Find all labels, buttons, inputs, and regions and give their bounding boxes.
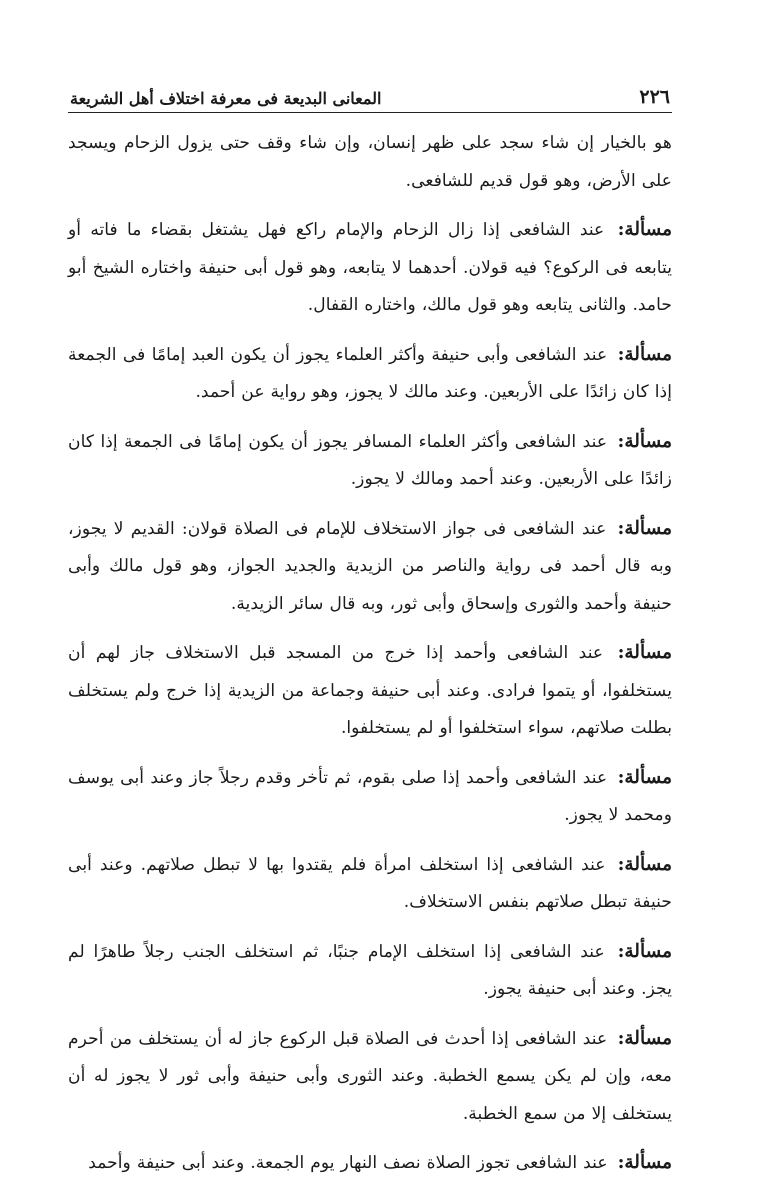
masala-heading: مسألة: — [617, 766, 672, 788]
masala-heading: مسألة: — [617, 430, 672, 452]
masala-paragraph — [68, 423, 672, 499]
masala-paragraph — [68, 846, 672, 922]
masala-text: عند الشافعى إذا أحدث فى الصلاة قبل الركوع جاز له أن يستخلف من أحرم معه، وإن لم يكن يسمع الخطبة. وعند الثورى وأبى حنيفة وأبى ثور لا يجوز له أن يستخلف إلا من سمع الخطبة. — [68, 1028, 672, 1124]
masala-text: عند الشافعى فى جواز الاستخلاف للإمام فى الصلاة قولان: القديم لا يجوز، وبه قال أحمد فى رواية والناصر من الزيدية والجديد الجواز، وهو قول مالك وأبى حنيفة وأحمد والثورى وإسحاق وأبى ثور، وبه قال سائر الزيدية. — [68, 518, 672, 614]
masala-paragraph — [68, 211, 672, 325]
masala-text: عند الشافعى وأحمد إذا صلى بقوم، ثم تأخر وقدم رجلاً جاز وعند أبى يوسف ومحمد لا يجوز. — [68, 767, 672, 825]
masala-heading: مسألة: — [617, 642, 672, 663]
book-title: المعانى البديعة فى معرفة اختلاف أهل الشريعة — [70, 89, 382, 108]
intro-text: هو بالخيار إن شاء سجد على ظهر إنسان، وإن شاء وقف حتى يزول الزحام ويسجد على الأرض، وهو قول قديم للشافعى. — [68, 133, 672, 191]
masala-heading: مسألة: — [617, 853, 673, 875]
masala-text: عند الشافعى وأبى حنيفة وأكثر العلماء يجوز أن يكون العبد إمامًا فى الجمعة إذا كان زائدًا على الأربعين. وعند مالك لا يجوز، وهو رواية عن أحمد. — [68, 344, 672, 402]
page-number: ٢٢٦ — [639, 86, 670, 108]
masala-heading: مسألة: — [617, 343, 672, 365]
header-rule — [68, 112, 672, 113]
masala-paragraph — [68, 1144, 672, 1183]
masala-paragraph — [68, 933, 672, 1009]
masala-text: عند الشافعى وأكثر العلماء المسافر يجوز أن يكون إمامًا فى الجمعة إذا كان زائدًا على الأربعين. وعند أحمد ومالك لا يجوز. — [68, 431, 672, 489]
masala-text: عند الشافعى تجوز الصلاة نصف النهار يوم الجمعة. وعند أبى حنيفة وأحمد — [88, 1153, 608, 1173]
masala-heading: مسألة: — [617, 219, 673, 240]
running-head — [68, 80, 672, 112]
masala-paragraph — [68, 336, 672, 412]
masala-heading: مسألة: — [617, 517, 672, 539]
masala-paragraph — [68, 634, 672, 748]
masala-text: عند الشافعى إذا استخلف امرأة فلم يقتدوا بها لا تبطل صلاتهم. وعند أبى حنيفة تبطل صلاتهم بنفس الاستخلاف. — [68, 854, 672, 912]
masala-paragraph — [68, 510, 672, 624]
masala-heading: مسألة: — [617, 1027, 672, 1049]
masala-paragraph — [68, 759, 672, 835]
masala-text: عند الشافعى وأحمد إذا خرج من المسجد قبل الاستخلاف جاز لهم أن يستخلفوا، أو يتموا فرادى. وعند أبى حنيفة وجماعة من الزيدية إذا خرج ولم يستخلف بطلت صلاتهم، سواء استخلفوا أو لم يستخلفوا. — [68, 643, 672, 738]
masala-heading: مسألة: — [617, 1152, 672, 1173]
book-page — [68, 80, 672, 1183]
intro-paragraph — [68, 125, 672, 200]
masala-text: عند الشافعى إذا استخلف الإمام جنبًا، ثم استخلف الجنب رجلاً طاهرًا لم يجز. وعند أبى حنيفة يجوز. — [68, 941, 672, 999]
masala-text: عند الشافعى إذا زال الزحام والإمام راكع فهل يشتغل بقضاء ما فاته أو يتابعه فى الركوع؟ فيه قولان. أحدهما لا يتابعه، وهو قول أبى حنيفة واختاره الشيخ أبو حامد. والثانى يتابعه وهو قول مالك، واختاره القفال. — [68, 220, 672, 315]
masala-paragraph — [68, 1020, 672, 1134]
masala-heading: مسألة: — [617, 940, 672, 962]
